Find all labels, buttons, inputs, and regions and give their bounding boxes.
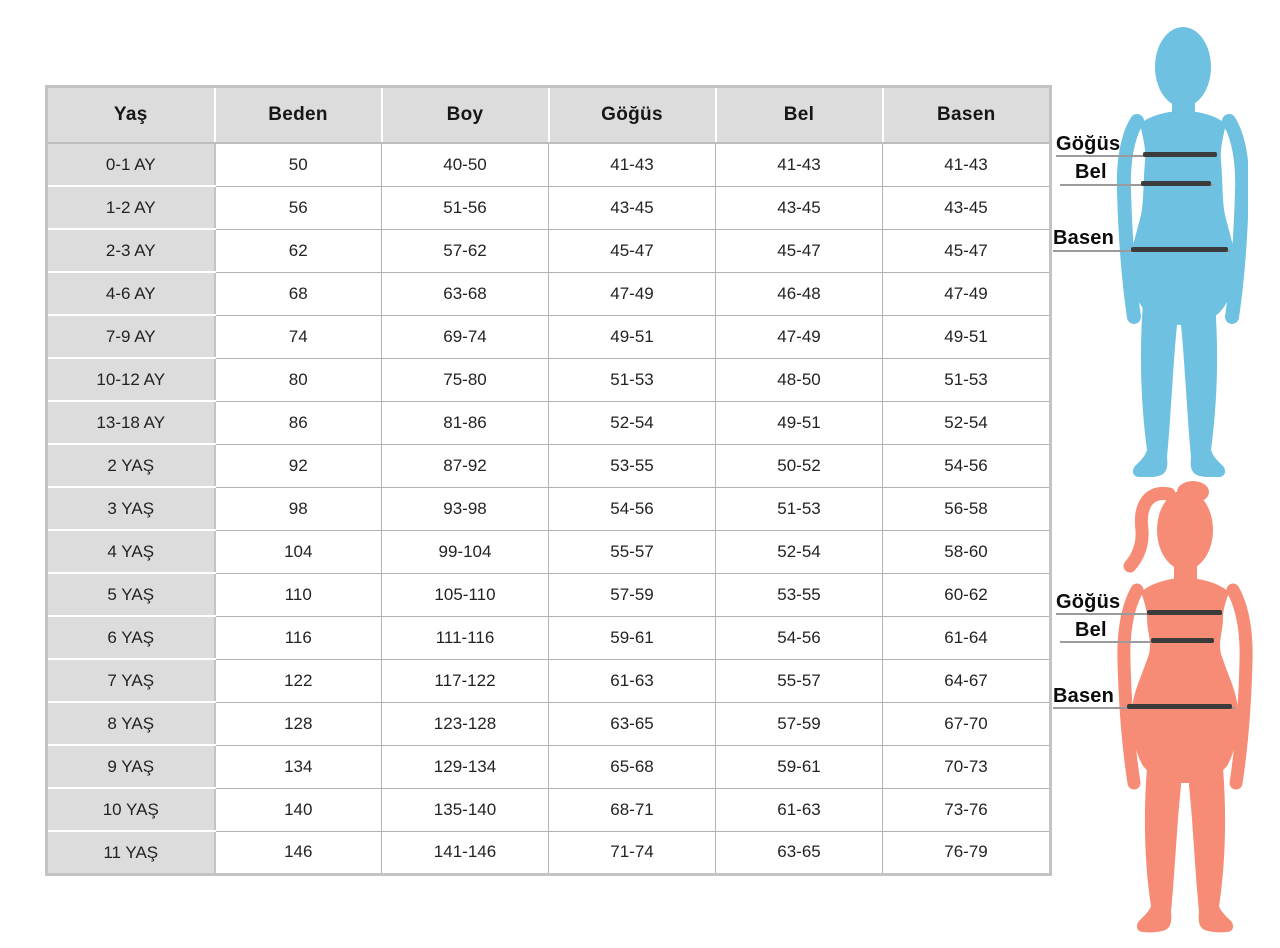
age-cell: 3 YAŞ	[47, 487, 215, 530]
value-cell: 68	[215, 272, 382, 315]
value-cell: 74	[215, 315, 382, 358]
boy-waist-label: Bel	[1075, 161, 1107, 183]
value-cell: 104	[215, 530, 382, 573]
value-cell: 87-92	[382, 444, 549, 487]
table-row	[47, 143, 1051, 186]
table-row	[47, 831, 1051, 875]
value-cell: 55-57	[716, 659, 883, 702]
value-cell: 43-45	[549, 186, 716, 229]
girl-hip-label: Basen	[1053, 685, 1115, 707]
table-row	[47, 702, 1051, 745]
value-cell: 67-70	[883, 702, 1051, 745]
table-row	[47, 659, 1051, 702]
value-cell: 69-74	[382, 315, 549, 358]
table-row	[47, 186, 1051, 229]
value-cell: 111-116	[382, 616, 549, 659]
column-header-age: Yaş	[47, 87, 215, 144]
boy-chest-measure-line	[1143, 152, 1217, 157]
value-cell: 51-53	[716, 487, 883, 530]
value-cell: 110	[215, 573, 382, 616]
value-cell: 61-63	[716, 788, 883, 831]
age-cell: 11 YAŞ	[47, 831, 215, 875]
table-row	[47, 358, 1051, 401]
value-cell: 43-45	[716, 186, 883, 229]
value-cell: 70-73	[883, 745, 1051, 788]
value-cell: 41-43	[883, 143, 1051, 186]
value-cell: 51-56	[382, 186, 549, 229]
age-cell: 2-3 AY	[47, 229, 215, 272]
girl-chest-label: Göğüs	[1056, 591, 1121, 613]
value-cell: 123-128	[382, 702, 549, 745]
table-row	[47, 272, 1051, 315]
value-cell: 54-56	[716, 616, 883, 659]
age-cell: 6 YAŞ	[47, 616, 215, 659]
age-cell: 8 YAŞ	[47, 702, 215, 745]
age-cell: 0-1 AY	[47, 143, 215, 186]
column-header-hip: Basen	[883, 87, 1051, 144]
value-cell: 98	[215, 487, 382, 530]
value-cell: 50-52	[716, 444, 883, 487]
value-cell: 40-50	[382, 143, 549, 186]
value-cell: 57-59	[549, 573, 716, 616]
value-cell: 65-68	[549, 745, 716, 788]
boy-hip-label: Basen	[1053, 227, 1115, 249]
table-row	[47, 745, 1051, 788]
value-cell: 47-49	[549, 272, 716, 315]
value-cell: 71-74	[549, 831, 716, 875]
value-cell: 60-62	[883, 573, 1051, 616]
age-cell: 1-2 AY	[47, 186, 215, 229]
value-cell: 128	[215, 702, 382, 745]
value-cell: 135-140	[382, 788, 549, 831]
column-header-waist: Bel	[716, 87, 883, 144]
value-cell: 48-50	[716, 358, 883, 401]
value-cell: 134	[215, 745, 382, 788]
value-cell: 53-55	[716, 573, 883, 616]
table-row	[47, 401, 1051, 444]
boy-hip-measure-line	[1131, 247, 1228, 252]
value-cell: 75-80	[382, 358, 549, 401]
column-header-height: Boy	[382, 87, 549, 144]
value-cell: 51-53	[549, 358, 716, 401]
value-cell: 81-86	[382, 401, 549, 444]
age-cell: 5 YAŞ	[47, 573, 215, 616]
value-cell: 117-122	[382, 659, 549, 702]
value-cell: 41-43	[549, 143, 716, 186]
value-cell: 58-60	[883, 530, 1051, 573]
value-cell: 62	[215, 229, 382, 272]
boy-chest-label: Göğüs	[1056, 133, 1121, 155]
value-cell: 52-54	[716, 530, 883, 573]
value-cell: 51-53	[883, 358, 1051, 401]
age-cell: 7-9 AY	[47, 315, 215, 358]
value-cell: 49-51	[549, 315, 716, 358]
value-cell: 86	[215, 401, 382, 444]
table-row	[47, 444, 1051, 487]
age-cell: 9 YAŞ	[47, 745, 215, 788]
value-cell: 46-48	[716, 272, 883, 315]
value-cell: 57-62	[382, 229, 549, 272]
age-cell: 4 YAŞ	[47, 530, 215, 573]
girl-hip-measure-line	[1127, 704, 1232, 709]
girl-waist-measure-line	[1151, 638, 1214, 643]
value-cell: 68-71	[549, 788, 716, 831]
value-cell: 55-57	[549, 530, 716, 573]
table-row	[47, 229, 1051, 272]
girl-figure-illustration	[1095, 478, 1267, 944]
value-cell: 45-47	[883, 229, 1051, 272]
table-row	[47, 530, 1051, 573]
value-cell: 105-110	[382, 573, 549, 616]
boy-silhouette	[1124, 27, 1242, 477]
value-cell: 76-79	[883, 831, 1051, 875]
value-cell: 56	[215, 186, 382, 229]
boy-waist-measure-line	[1141, 181, 1211, 186]
value-cell: 146	[215, 831, 382, 875]
value-cell: 122	[215, 659, 382, 702]
age-cell: 7 YAŞ	[47, 659, 215, 702]
size-table	[45, 85, 1052, 876]
value-cell: 54-56	[549, 487, 716, 530]
value-cell: 64-67	[883, 659, 1051, 702]
value-cell: 141-146	[382, 831, 549, 875]
value-cell: 47-49	[716, 315, 883, 358]
value-cell: 63-65	[716, 831, 883, 875]
value-cell: 49-51	[716, 401, 883, 444]
value-cell: 63-65	[549, 702, 716, 745]
value-cell: 61-63	[549, 659, 716, 702]
value-cell: 52-54	[549, 401, 716, 444]
table-row	[47, 616, 1051, 659]
table-row	[47, 315, 1051, 358]
value-cell: 45-47	[716, 229, 883, 272]
value-cell: 93-98	[382, 487, 549, 530]
value-cell: 92	[215, 444, 382, 487]
value-cell: 49-51	[883, 315, 1051, 358]
value-cell: 59-61	[549, 616, 716, 659]
table-row	[47, 487, 1051, 530]
value-cell: 52-54	[883, 401, 1051, 444]
value-cell: 73-76	[883, 788, 1051, 831]
value-cell: 54-56	[883, 444, 1051, 487]
value-cell: 129-134	[382, 745, 549, 788]
table-row	[47, 573, 1051, 616]
age-cell: 10-12 AY	[47, 358, 215, 401]
age-cell: 13-18 AY	[47, 401, 215, 444]
value-cell: 41-43	[716, 143, 883, 186]
column-header-size: Beden	[215, 87, 382, 144]
value-cell: 99-104	[382, 530, 549, 573]
value-cell: 45-47	[549, 229, 716, 272]
value-cell: 116	[215, 616, 382, 659]
value-cell: 63-68	[382, 272, 549, 315]
value-cell: 57-59	[716, 702, 883, 745]
age-cell: 10 YAŞ	[47, 788, 215, 831]
value-cell: 47-49	[883, 272, 1051, 315]
girl-chest-measure-line	[1147, 610, 1222, 615]
value-cell: 80	[215, 358, 382, 401]
size-table-body	[47, 143, 1051, 875]
value-cell: 61-64	[883, 616, 1051, 659]
value-cell: 56-58	[883, 487, 1051, 530]
age-cell: 2 YAŞ	[47, 444, 215, 487]
value-cell: 140	[215, 788, 382, 831]
value-cell: 53-55	[549, 444, 716, 487]
table-header-row	[47, 87, 1051, 144]
value-cell: 50	[215, 143, 382, 186]
table-row	[47, 788, 1051, 831]
age-cell: 4-6 AY	[47, 272, 215, 315]
girl-waist-label: Bel	[1075, 619, 1107, 641]
value-cell: 59-61	[716, 745, 883, 788]
value-cell: 43-45	[883, 186, 1051, 229]
column-header-chest: Göğüs	[549, 87, 716, 144]
